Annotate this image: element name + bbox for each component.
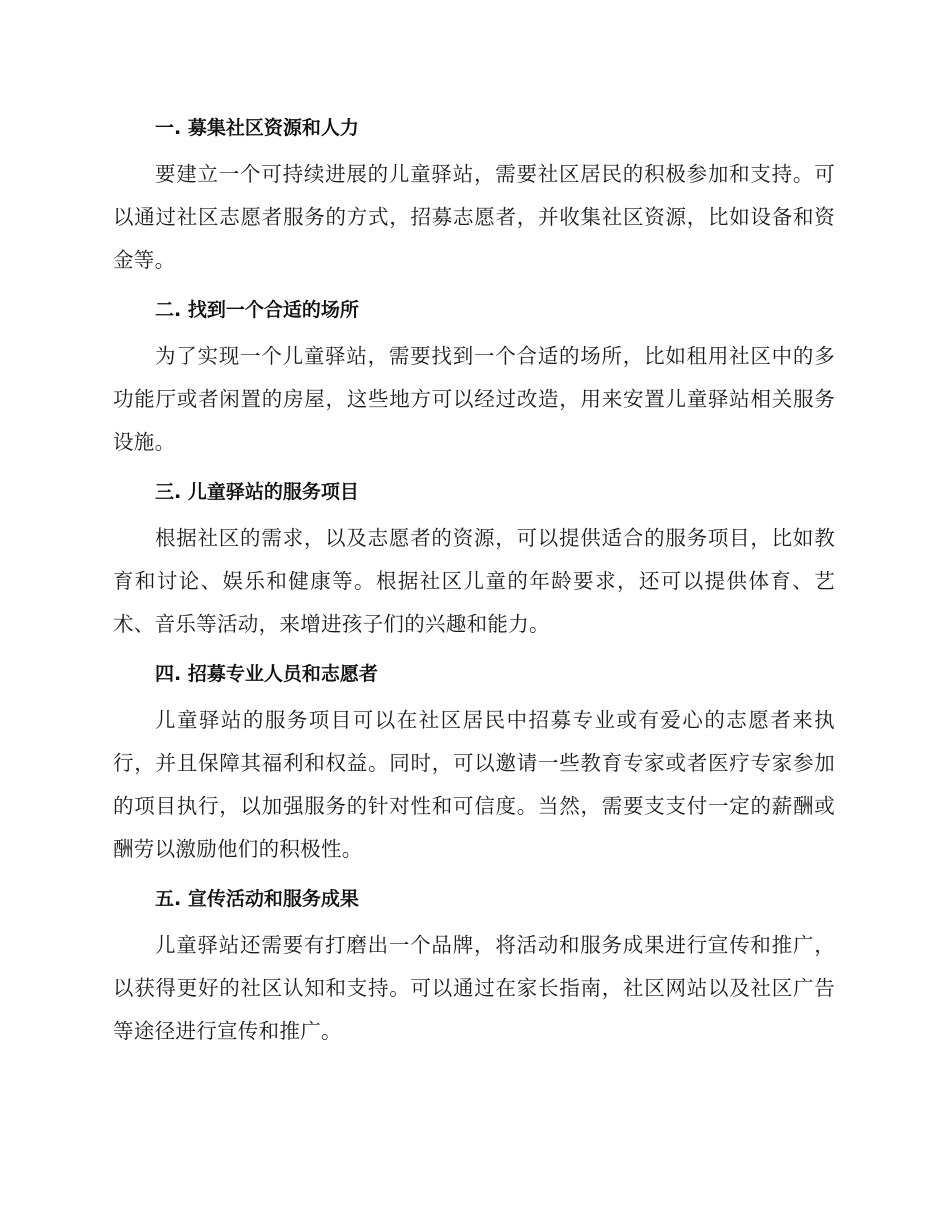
section-5 (113, 882, 835, 1053)
section-heading: 二. 找到一个合适的场所 (155, 299, 359, 321)
section-heading: 四. 招募专业人员和志愿者 (155, 663, 378, 685)
section-2 (113, 293, 835, 464)
section-4 (113, 657, 835, 871)
section-3 (113, 475, 835, 646)
section-1 (113, 111, 835, 282)
section-paragraph: 为了实现一个儿童驿站，需要找到一个合适的场所，比如租用社区中的多功能厅或者闲置的房屋，这些地方可以经过改造，用来安置儿童驿站相关服务设施。 (113, 344, 835, 454)
section-paragraph: 儿童驿站的服务项目可以在社区居民中招募专业或有爱心的志愿者来执行，并且保障其福利和权益。同时，可以邀请一些教育专家或者医疗专家参加的项目执行，以加强服务的针对性和可信度。当然，需要支支付一定的薪酬或酬劳以激励他们的积极性。 (113, 708, 835, 861)
section-heading: 一. 募集社区资源和人力 (155, 117, 359, 139)
document-body (113, 111, 835, 1064)
section-paragraph: 根据社区的需求，以及志愿者的资源，可以提供适合的服务项目，比如教育和讨论、娱乐和健康等。根据社区儿童的年龄要求，还可以提供体育、艺术、音乐等活动，来增进孩子们的兴趣和能力。 (113, 526, 835, 636)
section-paragraph: 要建立一个可持续进展的儿童驿站，需要社区居民的积极参加和支持。可以通过社区志愿者服务的方式，招募志愿者，并收集社区资源，比如设备和资金等。 (113, 162, 835, 272)
section-heading: 三. 儿童驿站的服务项目 (155, 481, 359, 503)
section-paragraph: 儿童驿站还需要有打磨出一个品牌，将活动和服务成果进行宣传和推广，以获得更好的社区认知和支持。可以通过在家长指南，社区网站以及社区广告等途径进行宣传和推广。 (113, 933, 835, 1043)
section-heading: 五. 宣传活动和服务成果 (155, 888, 359, 910)
